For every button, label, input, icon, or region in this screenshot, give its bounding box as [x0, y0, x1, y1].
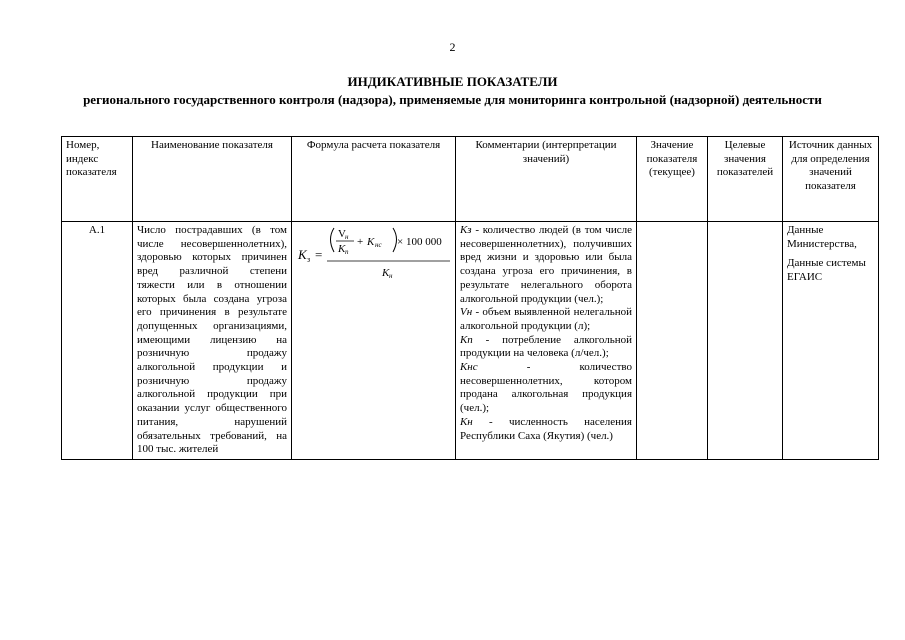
formula-kp: K [338, 243, 346, 255]
row-indicator-name: Число пострадавших (в том числе несовершеннолетних), здоровью которых причинен вред различной степени тяжести или в отношении которых была создана угроза его причинения в результате допущенных организациями, имеющими лицензию на розничную продажу алкогольной продукции и розничную продажу алкогольной продукции при оказании услуг общественного питания, нарушений обязательных требований, на 100 тыс. жителей [133, 222, 292, 460]
formula-lhs-sub: з [307, 255, 311, 264]
formula-paren-left [331, 228, 335, 252]
header-source: Источник данных для определения значений показателя [783, 137, 879, 222]
formula-kns-sub: нс [375, 241, 382, 249]
formula-times-factor: × 100 000 [397, 236, 442, 248]
formula-vn: V [338, 228, 346, 240]
row-current-value [637, 222, 708, 460]
indicators-table [61, 136, 879, 460]
header-number: Номер, индекс показателя [62, 137, 133, 222]
source-item: Данные Министерства, [787, 224, 857, 250]
formula-equals: = [315, 247, 323, 262]
header-comments: Комментарии (интерпретации значений) [456, 137, 637, 222]
header-target-values: Целевые значения показателей [708, 137, 783, 222]
formula-kn-sub: н [389, 272, 393, 280]
comment-item: Кз - количество людей (в том числе несовершеннолетних), получивших вред жизни и здоровью или была создана угроза его причинения, в результате нелегального оборота алкогольной продукции (чел.); [460, 224, 632, 305]
formula-kp-sub: п [345, 248, 349, 256]
row-source [783, 222, 879, 460]
formula-kns: K [367, 236, 375, 248]
formula-kn: K [382, 267, 390, 279]
comment-item: Vн - объем выявленной нелегальной алкогольной продукции (л); [460, 306, 632, 332]
header-current-value: Значение показателя (текущее) [637, 137, 708, 222]
page-number: 2 [449, 40, 456, 54]
formula-lhs: K [298, 247, 307, 262]
document-title: ИНДИКАТИВНЫЕ ПОКАЗАТЕЛИ [347, 74, 558, 89]
document-subtitle: регионального государственного контроля (надзора), применяемые для мониторинга контрольной (надзорной) деятельности [83, 92, 822, 107]
row-comments [456, 222, 637, 460]
comment-item: Кнс - количество несовершеннолетних, котором продана алкогольная продукция (чел.); [460, 361, 632, 415]
row-index: А.1 [62, 222, 133, 460]
table-header-row [62, 137, 879, 222]
source-item: Данные системы ЕГАИС [787, 257, 866, 284]
formula-graphic [296, 224, 454, 286]
formula-vn-sub: н [345, 233, 349, 241]
row-formula [292, 222, 456, 460]
formula-plus: + [357, 236, 364, 248]
row-target-values [708, 222, 783, 460]
header-name: Наименование показателя [133, 137, 292, 222]
formula-paren-right [393, 228, 397, 252]
table-row [62, 222, 879, 460]
comment-item: Кн - численность населения Республики Саха (Якутия) (чел.) [460, 415, 632, 442]
header-formula: Формула расчета показателя [292, 137, 456, 222]
comment-item: Кп - потребление алкогольной продукции на человека (л/чел.); [460, 333, 632, 360]
